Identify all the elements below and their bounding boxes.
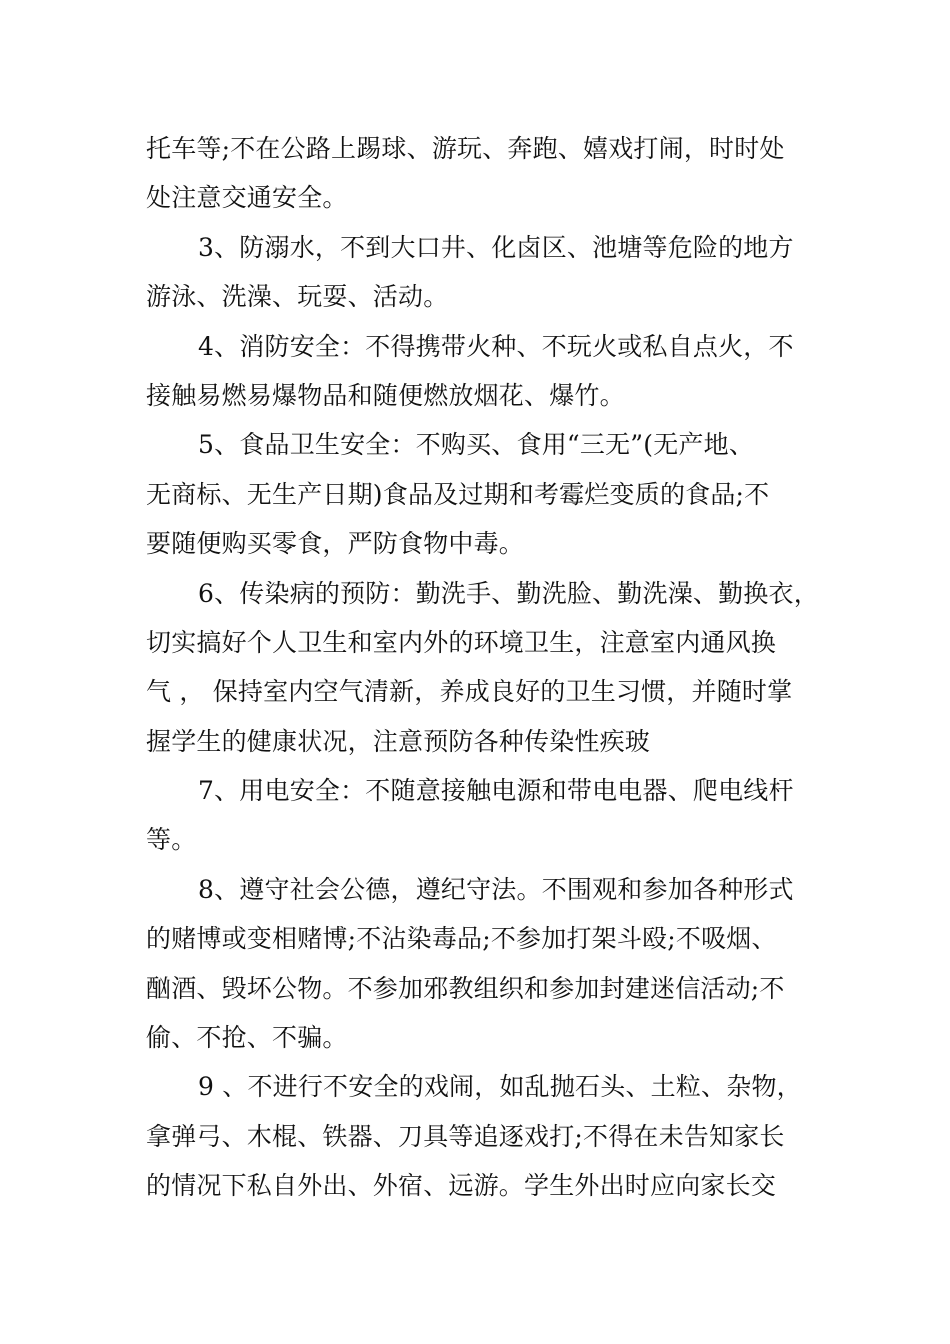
text-line: 握学生的健康状况，注意预防各种传染性疾玻 [146, 726, 651, 756]
text-line: 要随便购买零食，严防食物中毒。 [146, 529, 525, 559]
paragraph-7-line: 7、用电安全：不随意接触电源和带电电器、爬电线杆 [198, 776, 794, 806]
text-line: 拿弹弓、木棍、铁器、刀具等追逐戏打;不得在未告知家长 [146, 1121, 785, 1151]
text-line: 的情况下私自外出、外宿、远游。学生外出时应向家长交 [146, 1171, 777, 1201]
text-line: 气 ， 保持室内空气清新，养成良好的卫生习惯，并随时掌 [146, 677, 793, 707]
paragraph-6-line: 6、传染病的预防：勤洗手、勤洗脸、勤洗澡、勤换衣， [198, 578, 819, 608]
text-line: 偷、不抢、不骗。 [146, 1023, 348, 1053]
text-line: 的赌博或变相赌博;不沾染毒品;不参加打架斗殴;不吸烟、 [146, 924, 777, 954]
text-line: 等。 [146, 825, 197, 855]
document-body [146, 124, 826, 1211]
paragraph-8-line: 8、遵守社会公德，遵纪守法。不围观和参加各种形式 [198, 874, 794, 904]
text-line: 无商标、无生产日期)食品及过期和考霉烂变质的食品;不 [146, 479, 770, 509]
text-line: 游泳、洗澡、玩耍、活动。 [146, 282, 449, 312]
paragraph-5-line: 5、食品卫生安全：不购买、食用“三无”(无产地、 [198, 430, 755, 460]
paragraph-9-line: 9 、不进行不安全的戏闹，如乱抛石头、土粒、杂物， [198, 1072, 802, 1102]
text-line: 酗酒、毁坏公物。不参加邪教组织和参加封建迷信活动;不 [146, 973, 785, 1003]
text-line: 切实搞好个人卫生和室内外的环境卫生，注意室内通风换 [146, 627, 777, 657]
paragraph-4-line: 4、消防安全：不得携带火种、不玩火或私自点火，不 [198, 331, 794, 361]
text-line: 托车等;不在公路上踢球、游玩、奔跑、嬉戏打闹，时时处 [146, 134, 785, 163]
text-line: 处注意交通安全。 [146, 183, 348, 213]
paragraph-3-line: 3、防溺水，不到大口井、化卤区、池塘等危险的地方 [198, 232, 794, 262]
text-line: 接触易燃易爆物品和随便燃放烟花、爆竹。 [146, 380, 625, 410]
